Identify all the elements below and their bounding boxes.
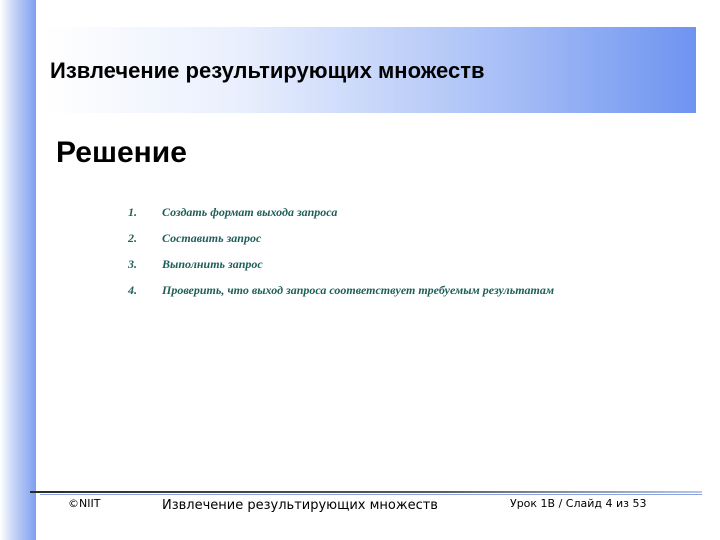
- footer-slide-info: Урок 1В / Слайд 4 из 53: [510, 497, 647, 510]
- footer-divider: [30, 491, 702, 493]
- step-text: Составить запрос: [162, 230, 262, 245]
- steps-list: [128, 199, 554, 303]
- step-text: Выполнить запрос: [162, 256, 263, 271]
- footer-divider-accent: [40, 494, 702, 495]
- step-text: Создать формат выхода запроса: [162, 204, 338, 219]
- step-number: 3.: [128, 256, 137, 271]
- step-number: 1.: [128, 204, 137, 219]
- section-heading: Решение: [56, 136, 187, 169]
- list-item: [128, 251, 554, 277]
- footer-copyright: ©NIIT: [68, 497, 101, 510]
- step-number: 2.: [128, 230, 137, 245]
- left-decorative-bar: [0, 0, 36, 540]
- list-item: [128, 225, 554, 251]
- step-number: 4.: [128, 282, 137, 297]
- footer-title: Извлечение результирующих множеств: [162, 498, 438, 513]
- step-text: Проверить, что выход запроса соответствует требуемым результатам: [162, 282, 555, 297]
- list-item: [128, 277, 554, 303]
- list-item: [128, 199, 554, 225]
- slide-title: Извлечение результирующих множеств: [50, 58, 485, 83]
